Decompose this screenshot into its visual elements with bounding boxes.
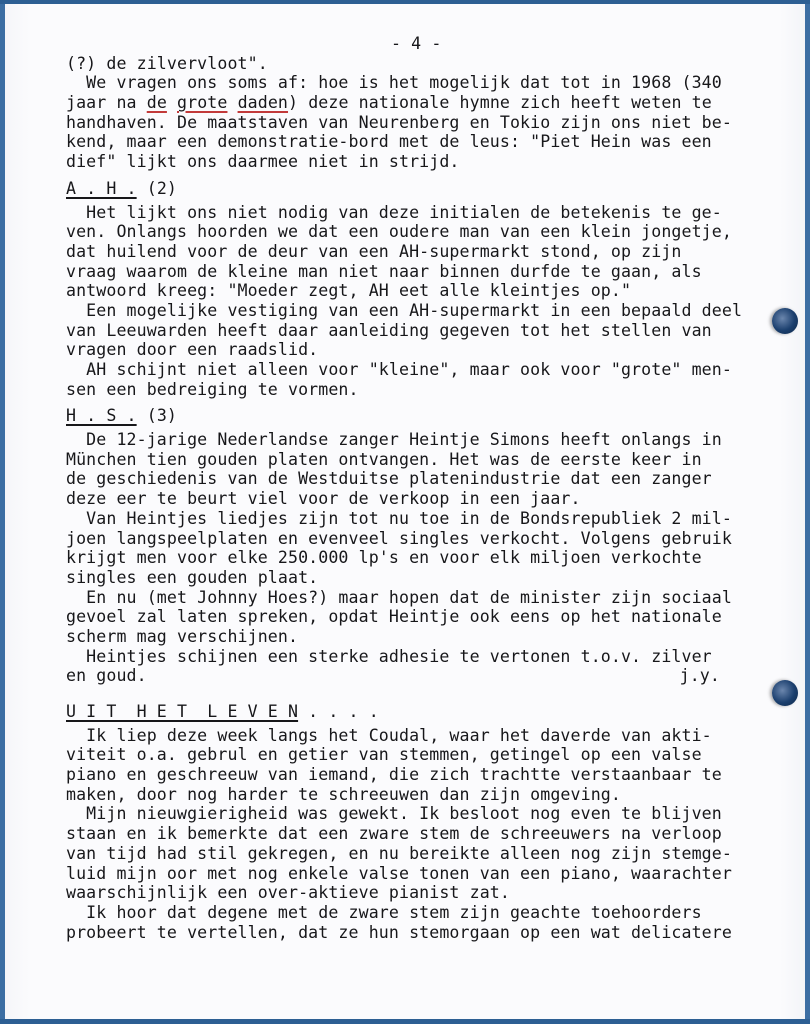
leven-line: Ik liep deze week langs het Coudal, waar het daverde van akti- <box>66 725 712 745</box>
ah-line: Een mogelijke vestiging van een AH-supermarkt in een bepaald deel <box>66 300 743 320</box>
hs-line: singles een gouden plaat. <box>66 567 319 587</box>
right-page-edge <box>805 4 810 1019</box>
hs-line: Heintjes schijnen een sterke adhesie te vertonen t.o.v. zilver <box>66 646 712 666</box>
ah-line: ven. Onlangs hoorden we dat een oudere man van een klein jongetje, <box>66 222 732 242</box>
section-heading-hs <box>66 406 778 426</box>
underlined-grote: grote <box>177 93 228 113</box>
intro-line-2: We vragen ons soms af: hoe is het mogelijk dat tot in 1968 (340 <box>66 73 722 93</box>
ah-line: antwoord kreeg: "Moeder zegt, AH eet alle kleintjes op." <box>66 281 632 301</box>
intro-line-3-start: jaar na <box>66 93 147 113</box>
section-heading-hs-number: (3) <box>136 406 178 426</box>
leven-line: staan en ik bemerkte dat een zware stem de schreeuwers na verloop <box>66 824 722 844</box>
hs-line: deze eer te beurt viel voor de verkoop in een jaar. <box>66 489 581 509</box>
section-heading-leven-label: U I T H E T L E V E N <box>66 702 299 721</box>
leven-line: van tijd had stil gekregen, en nu bereikte alleen nog zijn stemge- <box>66 843 732 863</box>
page-number: - 4 - <box>391 34 442 53</box>
section-heading-ah-label: A . H . <box>66 178 137 198</box>
ah-line: vragen door een raadslid. <box>66 340 319 360</box>
leven-line: luid mijn oor met nog enkele valse tonen van een piano, waarachter <box>66 863 732 883</box>
hs-line: de geschiedenis van de Westduitse platenindustrie dat een zanger <box>66 469 712 489</box>
ah-line: vraag waarom de kleine man niet naar binnen durfde te gaan, als <box>66 261 702 281</box>
leven-line: maken, door nog harder te schreeuwen dan zijn omgeving. <box>66 784 621 804</box>
intro-line-4: handhaven. De maatstaven van Neurenberg en Tokio zijn ons niet be- <box>66 112 732 132</box>
hs-line: gevoel zal laten spreken, opdat Heintje ook eens op het nationale <box>66 607 722 627</box>
leven-line: probeert te vertellen, dat ze hun stemorgaan op een wat delicatere <box>66 922 732 942</box>
ah-line: Het lijkt ons niet nodig van deze initialen de betekenis te ge- <box>66 202 722 222</box>
ah-line: AH schijnt niet alleen voor "kleine", maar ook voor "grote" men- <box>66 360 732 379</box>
intro-line-6: dief" lijkt ons daarmee niet in strijd. <box>66 152 460 172</box>
space <box>227 93 237 112</box>
section-heading-uit-het-leven <box>66 702 778 722</box>
section-heading-hs-label: H . S . <box>66 406 137 426</box>
hs-line: München tien gouden platen ontvangen. Het was de eerste keer in <box>66 449 702 469</box>
author-initials: j.y. <box>679 666 720 686</box>
leven-line: piano en geschreeuw van iemand, die zich trachtte verstaanbaar te <box>66 765 722 785</box>
leven-line: Mijn nieuwgierigheid was gewekt. Ik besloot nog even te blijven <box>66 804 722 824</box>
hs-line: Van Heintjes liedjes zijn tot nu toe in de Bondsrepubliek 2 mil- <box>66 508 732 528</box>
ah-line: sen een bedreiging te vormen. <box>66 379 359 399</box>
ah-line: van Leeuwarden heeft daar aanleiding gegeven tot het stellen van <box>66 320 712 340</box>
hs-line: De 12-jarige Nederlandse zanger Heintje Simons heeft onlangs in <box>66 430 722 450</box>
underlined-daden: daden <box>237 93 289 113</box>
left-page-edge <box>0 4 5 1019</box>
hs-line: scherm mag verschijnen. <box>66 626 299 646</box>
underlined-de: de <box>146 93 167 113</box>
intro-line-3 <box>66 93 778 113</box>
hs-line: En nu (met Johnny Hoes?) maar hopen dat de minister zijn sociaal <box>66 587 732 607</box>
section-heading-ah <box>66 179 778 199</box>
hs-line: krijgt men voor elke 250.000 lp's en voor elk miljoen verkochte <box>66 548 702 568</box>
section-gap <box>66 686 778 698</box>
intro-line-5: kend, maar een demonstratie-bord met de leus: "Piet Hein was een <box>66 132 712 152</box>
section-heading-leven-dots: . . . . <box>298 702 379 721</box>
leven-line: waarschijnlijk een over-aktieve pianist zat. <box>66 883 510 903</box>
intro-line-3-end: ) deze nationale hymne zich heeft weten te <box>288 93 712 113</box>
space <box>167 93 177 112</box>
leven-line: viteit o.a. gebrul en getier van stemmen, getingel op een valse <box>66 745 702 765</box>
intro-line-1: (?) de zilvervloot". <box>66 53 268 73</box>
hs-line: en goud. <box>66 666 147 686</box>
section-heading-ah-number: (2) <box>136 178 178 198</box>
hs-line: joen langspeelplaten en evenveel singles verkocht. Volgens gebruik <box>66 528 732 548</box>
typed-text-body <box>66 34 778 942</box>
ah-line: dat huilend voor de deur van een AH-supermarkt stond, op zijn <box>66 241 682 261</box>
leven-line: Ik hoor dat degene met de zware stem zijn geachte toehoorders <box>66 902 702 922</box>
